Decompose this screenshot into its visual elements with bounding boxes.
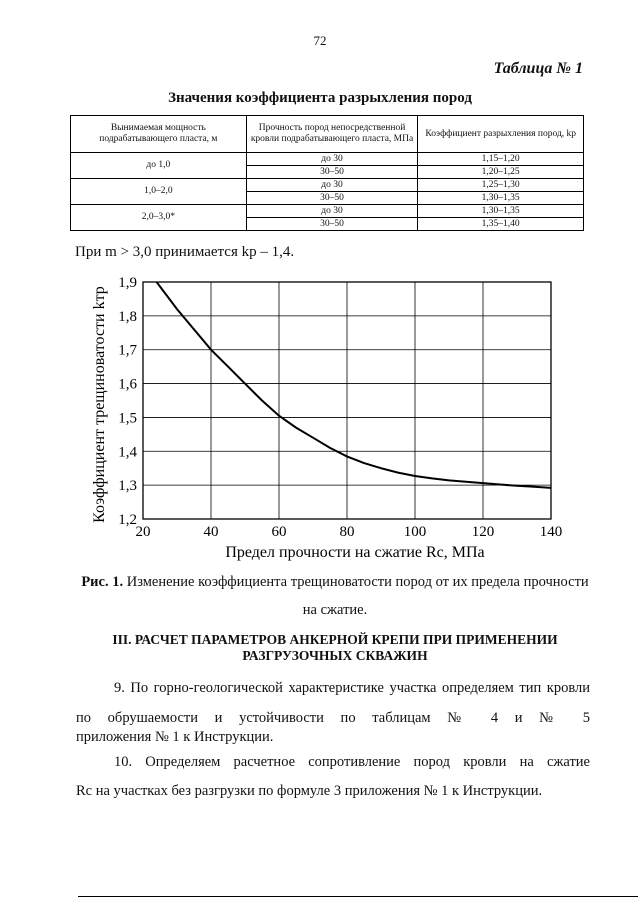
- x-tick-label: 20: [135, 524, 151, 540]
- y-tick-label: 1,9: [118, 275, 137, 291]
- figure-label: Рис. 1.: [81, 574, 124, 590]
- x-axis-label: Предел прочности на сжатие Rс, МПа: [225, 544, 485, 561]
- y-tick-label: 1,4: [118, 444, 137, 461]
- paragraph-10-cont: Rс на участках без разгрузки по формуле 3 приложения № 1 к Инструкции.: [76, 783, 543, 799]
- paragraph-10-line-1: 10. Определяем расчетное сопротивление пород кровли на сжатие: [114, 754, 590, 770]
- page-bottom-rule: [78, 896, 638, 897]
- table-note: При m > 3,0 принимается kр – 1,4.: [75, 244, 295, 260]
- coefficient-cell: 1,20–1,25: [418, 166, 584, 179]
- header-coefficient: Коэффициент разрыхления пород, kр: [418, 116, 584, 153]
- y-tick-label: 1,2: [118, 512, 137, 528]
- y-axis-label: Коэффициент трещиноватости kтр: [91, 286, 108, 523]
- paragraph-9-cont: приложения № 1 к Инструкции.: [76, 729, 274, 745]
- coefficient-cell: 1,25–1,30: [418, 179, 584, 192]
- table-header-row: [71, 116, 584, 153]
- y-tick-label: 1,7: [118, 342, 137, 359]
- paragraph-10: [76, 747, 590, 777]
- paragraph-9-line-1: 9. По горно-геологической характеристике участка определяем тип кровли по обрушаемости и устойчивости по таблицам № 4 и № 5: [76, 680, 590, 726]
- section-heading: III. РАСЧЕТ ПАРАМЕТРОВ АНКЕРНОЙ КРЕПИ ПРИ ПРИМЕНЕНИИ РАЗГРУЗОЧНЫХ СКВАЖИН: [112, 632, 558, 663]
- strength-cell: 30–50: [246, 166, 418, 179]
- thickness-cell: до 1,0: [71, 153, 247, 179]
- strength-cell: 30–50: [246, 192, 418, 205]
- fracturing-coefficient-chart: [0, 270, 640, 568]
- page-number: 72: [313, 33, 327, 48]
- y-tick-label: 1,5: [118, 410, 137, 427]
- header-strength: Прочность пород непосредственной кровли подрабатывающего пласта, МПа: [246, 116, 418, 153]
- strength-cell: до 30: [246, 153, 418, 166]
- coefficient-cell: 1,15–1,20: [418, 153, 584, 166]
- x-tick-label: 40: [203, 524, 219, 540]
- loosening-coefficient-table: [70, 115, 584, 231]
- y-tick-label: 1,6: [118, 376, 137, 393]
- x-tick-label: 60: [271, 524, 287, 540]
- thickness-cell: 2,0–3,0*: [71, 205, 247, 231]
- table-label: Таблица № 1: [493, 60, 583, 77]
- x-tick-label: 100: [403, 524, 427, 540]
- y-tick-label: 1,8: [118, 308, 137, 325]
- x-tick-label: 120: [471, 524, 495, 540]
- coefficient-cell: 1,35–1,40: [418, 218, 584, 231]
- strength-cell: 30–50: [246, 218, 418, 231]
- y-tick-label: 1,3: [118, 478, 137, 495]
- thickness-cell: 1,0–2,0: [71, 179, 247, 205]
- table-row: [71, 205, 584, 218]
- strength-cell: до 30: [246, 205, 418, 218]
- series-line: [157, 282, 551, 488]
- x-tick-label: 80: [339, 524, 355, 540]
- header-thickness: Вынимаемая мощность подрабатывающего пласта, м: [71, 116, 247, 153]
- coefficient-cell: 1,30–1,35: [418, 205, 584, 218]
- coefficient-cell: 1,30–1,35: [418, 192, 584, 205]
- table-row: [71, 153, 584, 166]
- table-title: Значения коэффициента разрыхления пород: [168, 90, 472, 106]
- figure-caption: [80, 568, 590, 624]
- strength-cell: до 30: [246, 179, 418, 192]
- figure-text: Изменение коэффициента трещиноватости пород от их предела прочности на сжатие.: [123, 574, 589, 618]
- table-row: [71, 179, 584, 192]
- x-tick-label: 140: [539, 524, 563, 540]
